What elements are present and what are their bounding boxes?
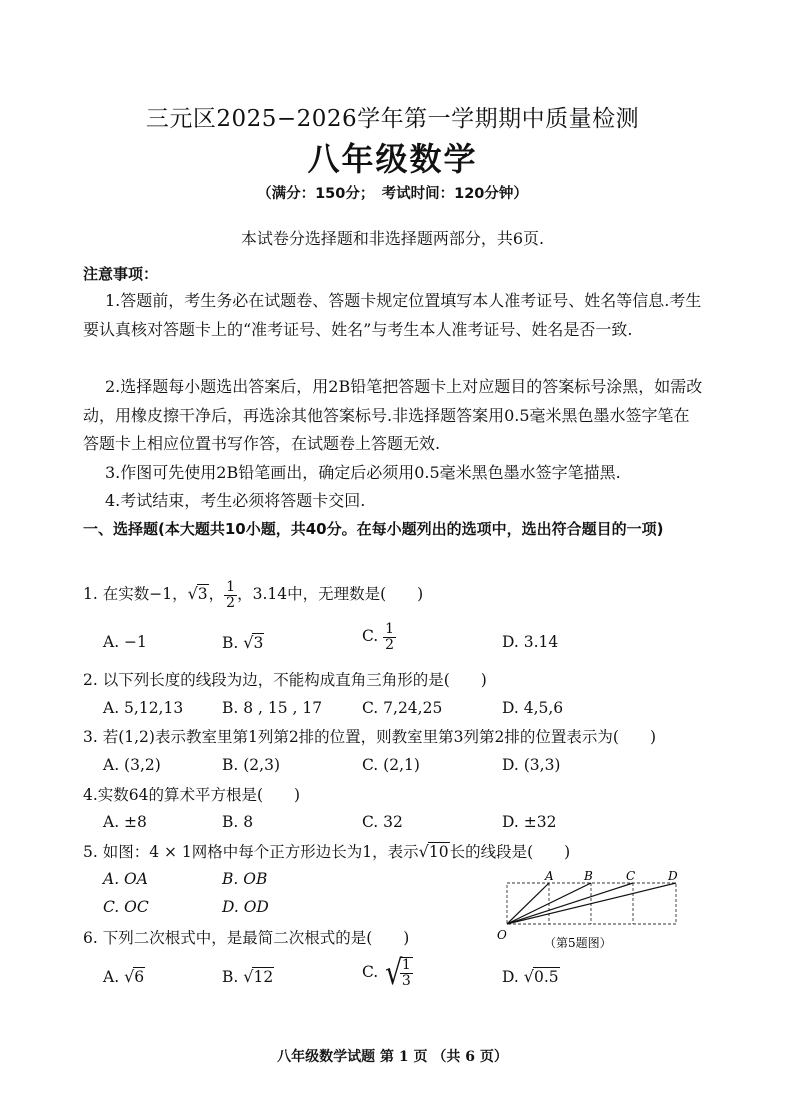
q5-sqrt: √10 (418, 842, 449, 861)
q4-option-c: C. 32 (362, 813, 403, 831)
q5-segments (507, 883, 676, 924)
question-2-stem: 2. 以下列长度的线段为边，不能构成直角三角形的是( ) (83, 671, 487, 689)
point-label-d: D (668, 869, 678, 883)
q1-stem-d: ，3.14中，无理数是( ) (237, 585, 424, 604)
q5-option-d: D. OD (222, 898, 269, 916)
segment-oa (507, 883, 549, 924)
question-3-stem: 3. 若(1,2)表示教室里第1列第2排的位置，则教室里第3列第2排的位置表示为( ) (83, 728, 657, 746)
q3-option-a: A. (3,2) (103, 756, 161, 774)
q1-option-d: D. 3.14 (502, 633, 559, 651)
segment-od (507, 883, 676, 924)
q2-option-a: A. 5,12,13 (103, 699, 184, 717)
q6-option-a: A. √6 (103, 967, 145, 986)
q5-option-c: C. OC (103, 898, 149, 916)
exam-title-line1: 三元区2025−2026学年第一学期期中质量检测 (145, 106, 640, 132)
q2-option-c: C. 7,24,25 (362, 699, 443, 717)
notice-item-2: 2.选择题每小题选出答案后，用2B铅笔把答题卡上对应题目的答案标号涂黑，如需改动，用橡皮擦干净后，再选涂其他答案标号.非选择题答案用0.5毫米黑色墨水签字笔在答题卡上相应位置书写作答，在试题卷上答题无效. (83, 377, 703, 453)
exam-intro: 本试卷分选择题和非选择题两部分，共6页. (240, 229, 545, 248)
q6-option-b: B. √12 (222, 967, 274, 986)
q1-stem-a: 1. 在实数 (83, 585, 150, 604)
q2-option-d: D. 4,5,6 (502, 699, 564, 717)
q6-option-c: C. √ $\frac{1}{3}$ (362, 953, 411, 993)
q2-option-b: B. 8 , 15 , 17 (222, 699, 323, 717)
q3-option-b: B. (2,3) (222, 756, 280, 774)
notice-item-4: 4.考试结束，考生必须将答题卡交回. (105, 491, 366, 510)
q5-grid-figure (492, 866, 692, 956)
segment-oc (507, 883, 633, 924)
q1-stem-b: −1， (149, 585, 188, 604)
point-label-b: B (584, 869, 593, 883)
score-time-line: （满分：150分； 考试时间：120分钟） (257, 186, 528, 202)
q1-fraction: $\frac{1}{2}$ (226, 579, 236, 611)
point-label-c: C (626, 869, 636, 883)
q4-option-a: A. ±8 (103, 813, 147, 831)
notice-item-1: 1.答题前，考生务必在试题卷、答题卡规定位置填写本人准考证号、姓名等信息.考生要认真核对答题卡上的“准考证号、姓名”与考生本人准考证号、姓名是否一致. (83, 291, 702, 339)
q5-option-a: A. OA (103, 870, 148, 888)
q6-option-d: D. √0.5 (502, 967, 559, 986)
q3-option-d: D. (3,3) (502, 756, 561, 774)
notice-heading: 注意事项： (83, 265, 159, 283)
notice-item-3: 3.作图可先使用2B铅笔画出，确定后必须用0.5毫米黑色墨水签字笔描黑. (105, 463, 621, 482)
point-label-a: A (545, 869, 554, 883)
page-footer: 八年级数学试题 第 1 页 （共 6 页） (277, 1049, 508, 1065)
question-4-stem: 4.实数64的算术平方根是( ) (83, 786, 301, 804)
q1-sqrt: √3 (187, 584, 208, 604)
q1-option-a: A. −1 (103, 633, 147, 651)
q1-option-b: B. √3 (222, 633, 264, 652)
exam-title-subject: 八年级数学 (307, 140, 478, 178)
question-6-stem: 6. 下列二次根式中，是最简二次根式的是( ) (83, 929, 410, 947)
q4-option-b: B. 8 (222, 813, 254, 831)
question-5-stem: 5. 如图：4 × 1网格中每个正方形边长为1，表示√10长的线段是( ) (83, 842, 571, 861)
section-choice-heading: 一、选择题(本大题共10小题，共40分。在每小题列出的选项中，选出符合题目的一项) (83, 520, 664, 538)
point-label-o: O (497, 928, 507, 942)
q1-option-c: C. $\frac{1}{2}$ (362, 621, 395, 653)
q3-option-c: C. (2,1) (362, 756, 420, 774)
question-1-stem: 1. 在实数−1，√3， $\frac{1}{2}$ ，3.14中，无理数是( ) (83, 579, 424, 611)
q4-option-d: D. ±32 (502, 813, 557, 831)
figure-caption: （第5题图） (544, 936, 612, 950)
q5-option-b: B. OB (222, 870, 268, 888)
